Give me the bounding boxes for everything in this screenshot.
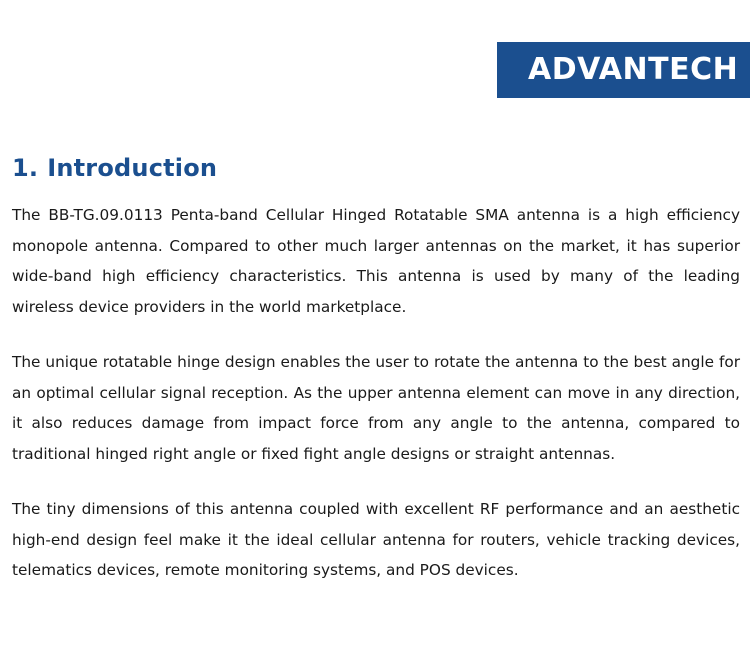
advantech-logo-banner	[497, 42, 750, 98]
body-content	[12, 200, 740, 586]
paragraph-1: The BB-TG.09.0113 Penta-band Cellular Hinged Rotatable SMA antenna is a high efficiency monopole antenna. Compared to other much larger antennas on the market, it has superior wide-band high efficiency characteristics. This antenna is used by many of the leading wireless device providers in the world marketplace.	[12, 206, 740, 316]
section-title: Introduction	[47, 154, 218, 183]
advantech-logo-text: ADVANTECH	[528, 52, 739, 87]
paragraph-3: The tiny dimensions of this antenna coupled with excellent RF performance and an aesthetic high-end design feel make it the ideal cellular antenna for routers, vehicle tracking devices, telematics devices, remote monitoring systems, and POS devices.	[12, 500, 740, 579]
paragraph-2: The unique rotatable hinge design enables the user to rotate the antenna to the best angle for an optimal cellular signal reception. As the upper antenna element can move in any direction, it also reduces damage from impact force from any angle to the antenna, compared to traditional hinged right angle or fixed fight angle designs or straight antennas.	[12, 353, 740, 463]
page-title	[12, 154, 217, 182]
section-number: 1.	[12, 154, 39, 183]
